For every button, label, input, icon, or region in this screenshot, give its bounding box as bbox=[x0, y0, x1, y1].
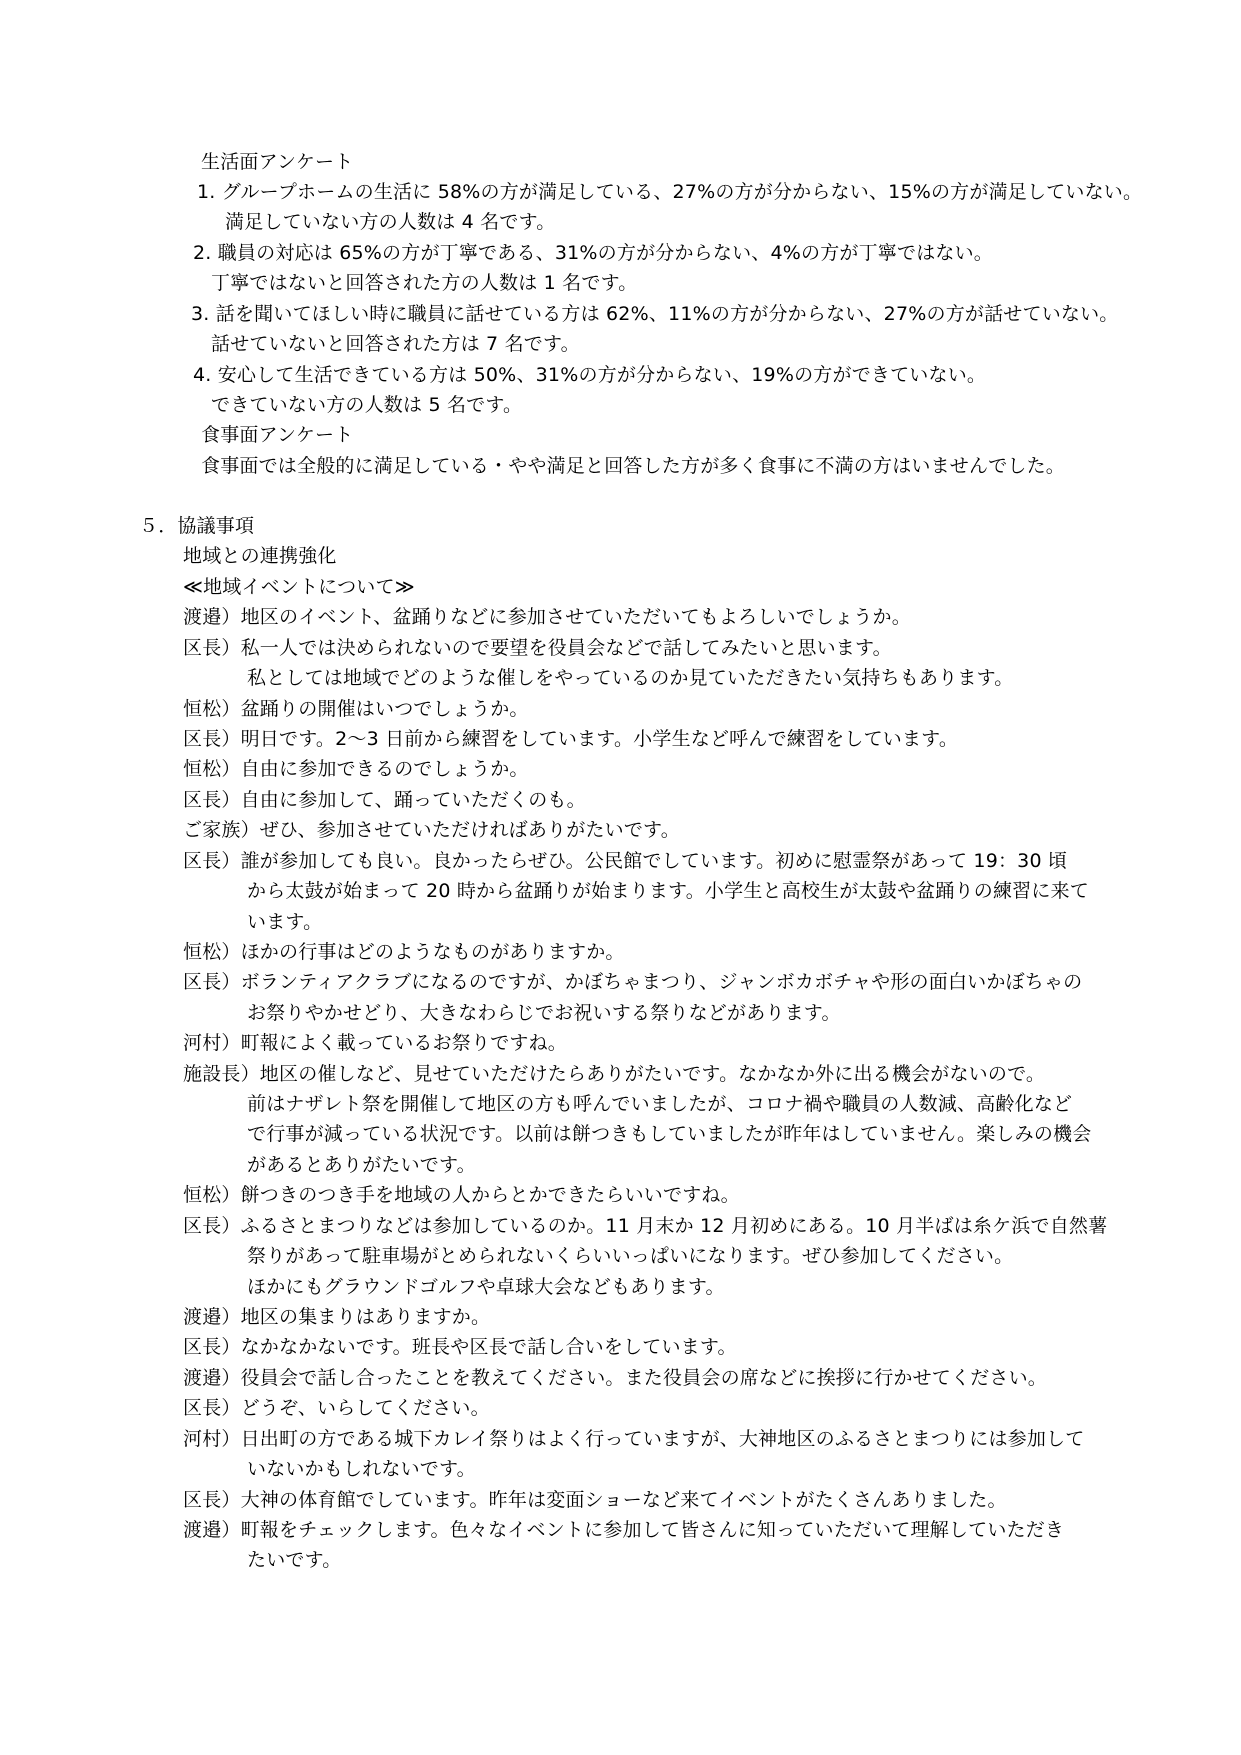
meal-survey-text: 食事面では全般的に満足している・やや満足と回答した方が多く食事に不満の方はいませんでした。 bbox=[201, 455, 1066, 477]
section-5-topic: ≪地域イベントについて≫ bbox=[183, 576, 415, 598]
dialogue-line: 祭りがあって駐車場がとめられないくらいいっぱいになります。ぜひ参加してください。 bbox=[247, 1245, 1014, 1267]
dialogue-line: 区長）ボランティアクラブになるのですが、かぼちゃまつり、ジャンボカボチャや形の面白いかぼちゃの bbox=[183, 971, 1083, 993]
dialogue-line: 恒松）ほかの行事はどのようなものがありますか。 bbox=[183, 941, 625, 963]
dialogue-line: から太鼓が始まって 20 時から盆踊りが始まります。小学生と高校生が太鼓や盆踊りの練習に来て bbox=[247, 880, 1089, 902]
dialogue-line: があるとありがたいです。 bbox=[247, 1154, 476, 1176]
dialogue-line: 区長）誰が参加しても良い。良かったらぜひ。公民館でしています。初めに慰霊祭があって 19：30 頃 bbox=[183, 850, 1068, 872]
section-5-heading: ５．協議事項 bbox=[139, 515, 255, 537]
survey-item-1-note: 満足していない方の人数は 4 名です。 bbox=[225, 211, 556, 233]
dialogue-line: お祭りやかせどり、大きなわらじでお祝いする祭りなどがあります。 bbox=[247, 1002, 841, 1024]
dialogue-line: 恒松）盆踊りの開催はいつでしょうか。 bbox=[183, 698, 529, 720]
dialogue-line: ほかにもグラウンドゴルフや卓球大会などもあります。 bbox=[247, 1276, 725, 1298]
dialogue-line: 区長）自由に参加して、踊っていただくのも。 bbox=[183, 789, 586, 811]
dialogue-line: 区長）どうぞ、いらしてください。 bbox=[183, 1397, 490, 1419]
dialogue-line: 区長）大神の体育館でしています。昨年は変面ショーなど来てイベントがたくさんありました。 bbox=[183, 1489, 1007, 1511]
survey-item-3: 3. 話を聞いてほしい時に職員に話せている方は 62%、11%の方が分からない、27%の方が話せていない。 bbox=[191, 303, 1119, 325]
dialogue-line: 区長）私一人では決められないので要望を役員会などで話してみたいと思います。 bbox=[183, 637, 892, 659]
dialogue-line: で行事が減っている状況です。以前は餅つきもしていましたが昨年はしていません。楽しみの機会 bbox=[247, 1123, 1092, 1145]
meal-survey-heading: 食事面アンケート bbox=[201, 424, 354, 446]
dialogue-line: います。 bbox=[247, 911, 323, 933]
survey-item-2: 2. 職員の対応は 65%の方が丁寧である、31%の方が分からない、4%の方が丁寧ではない。 bbox=[193, 242, 994, 264]
dialogue-line: 施設長）地区の催しなど、見せていただけたらありがたいです。なかなか外に出る機会がないので。 bbox=[183, 1063, 1046, 1085]
section-5-subheading: 地域との連携強化 bbox=[183, 545, 337, 567]
dialogue-line: 渡邉）町報をチェックします。色々なイベントに参加して皆さんに知っていただいて理解していただき bbox=[183, 1519, 1065, 1541]
dialogue-line: 区長）ふるさとまつりなどは参加しているのか。11 月末か 12 月初めにある。10 月半ばは糸ケ浜で自然薯 bbox=[183, 1215, 1108, 1237]
dialogue-line: 恒松）餅つきのつき手を地域の人からとかできたらいいですね。 bbox=[183, 1184, 740, 1206]
survey-item-1: 1. グループホームの生活に 58%の方が満足している、27%の方が分からない、15%の方が満足していない。 bbox=[197, 181, 1143, 203]
dialogue-line: 区長）明日です。2～3 日前から練習をしています。小学生など呼んで練習をしています。 bbox=[183, 728, 959, 750]
dialogue-line: 区長）なかなかないです。班長や区長で話し合いをしています。 bbox=[183, 1336, 737, 1358]
survey-item-4-note: できていない方の人数は 5 名です。 bbox=[211, 394, 523, 416]
dialogue-line: ご家族）ぜひ、参加させていただければありがたいです。 bbox=[183, 819, 680, 841]
dialogue-line: 河村）町報によく載っているお祭りですね。 bbox=[183, 1032, 568, 1054]
dialogue-line: 渡邉）地区のイベント、盆踊りなどに参加させていただいてもよろしいでしょうか。 bbox=[183, 606, 911, 628]
dialogue-line: たいです。 bbox=[247, 1549, 342, 1571]
dialogue-line: 渡邉）地区の集まりはありますか。 bbox=[183, 1306, 491, 1328]
dialogue-line: いないかもしれないです。 bbox=[247, 1458, 476, 1480]
survey-item-2-note: 丁寧ではないと回答された方の人数は 1 名です。 bbox=[211, 272, 638, 294]
dialogue-line: 恒松）自由に参加できるのでしょうか。 bbox=[183, 758, 529, 780]
dialogue-line: 前はナザレト祭を開催して地区の方も呼んでいましたが、コロナ禍や職員の人数減、高齢化など bbox=[247, 1093, 1073, 1115]
dialogue-line: 河村）日出町の方である城下カレイ祭りはよく行っていますが、大神地区のふるさとまつりには参加して bbox=[183, 1428, 1085, 1450]
dialogue-line: 渡邉）役員会で話し合ったことを教えてください。また役員会の席などに挨拶に行かせてください。 bbox=[183, 1367, 1048, 1389]
survey-item-3-note: 話せていないと回答された方は 7 名です。 bbox=[211, 333, 580, 355]
life-survey-heading: 生活面アンケート bbox=[201, 151, 354, 173]
survey-item-4: 4. 安心して生活できている方は 50%、31%の方が分からない、19%の方ができていない。 bbox=[193, 364, 987, 386]
dialogue-line: 私としては地域でどのような催しをやっているのか見ていただきたい気持ちもあります。 bbox=[247, 667, 1014, 689]
